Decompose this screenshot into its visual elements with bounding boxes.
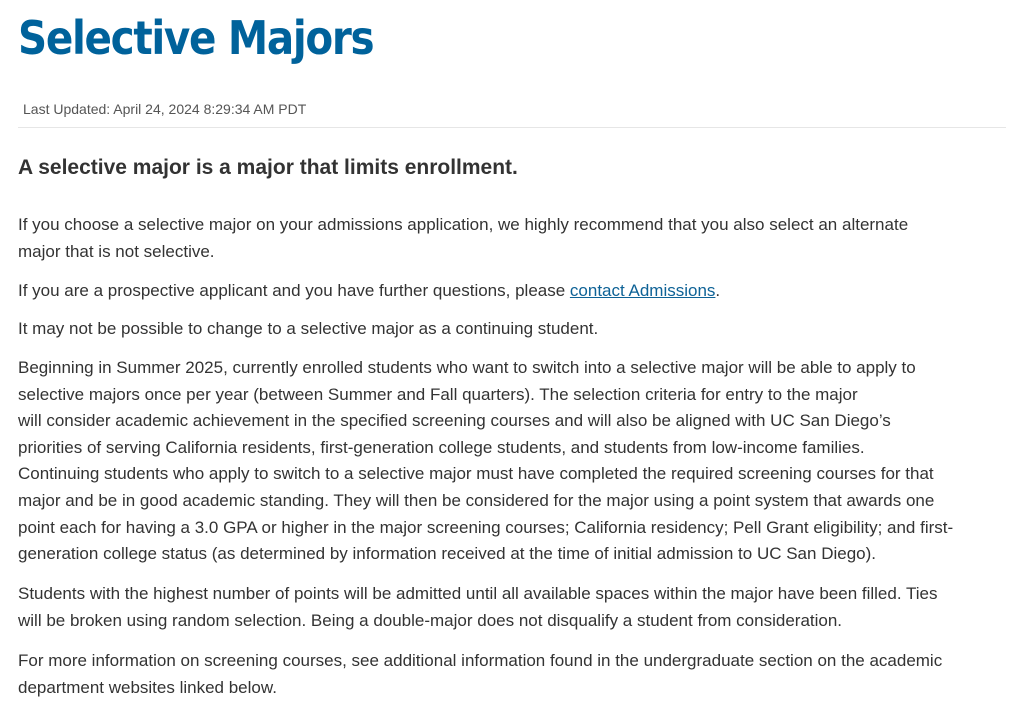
paragraph-line: will consider academic achievement in the specified screening courses and will also be aligned with UC San Diego’s: [18, 411, 891, 431]
paragraph-line: generation college status (as determined by information received at the time of initial admission to UC San Diego).: [18, 544, 876, 564]
paragraph-line: major and be in good academic standing. They will then be considered for the major using a point system that awards one: [18, 490, 935, 510]
paragraph-line: will be broken using random selection. Being a double-major does not disqualify a student from consideration.: [18, 610, 843, 630]
last-updated-timestamp: Last Updated: April 24, 2024 8:29:34 AM PDT: [23, 101, 307, 117]
paragraph-text: .: [715, 281, 721, 300]
paragraph-line: [18, 278, 1006, 305]
paragraph-line: Students with the highest number of points will be admitted until all available spaces within the major have been filled. Ties: [18, 584, 938, 603]
paragraph-line: selective majors once per year (between Summer and Fall quarters). The selection criteria for entry to the major: [18, 384, 858, 404]
paragraph-line: point each for having a 3.0 GPA or higher in the major screening courses; California residency; Pell Grant eligibility; and first-: [18, 517, 954, 537]
paragraph-line: If you choose a selective major on your admissions application, we highly recommend that you also select an alternate: [18, 215, 909, 234]
paragraph-line: Continuing students who apply to switch to a selective major must have completed the required screening courses for that: [18, 464, 934, 484]
paragraph-line: It may not be possible to change to a selective major as a continuing student.: [18, 319, 599, 338]
paragraph-line: priorities of serving California residents, first-generation college students, and students from low-income families.: [18, 437, 865, 457]
paragraph-line: For more information on screening courses, see additional information found in the undergraduate section on the academic: [18, 651, 943, 670]
paragraph-text: If you are a prospective applicant and you have further questions, please: [18, 281, 570, 300]
paragraph-continuing-student: [18, 316, 1006, 343]
paragraph-contact: [18, 278, 1006, 305]
paragraph-alternate-major: [18, 212, 1006, 265]
lead-heading: A selective major is a major that limits enrollment.: [18, 156, 518, 179]
divider: [18, 127, 1006, 128]
paragraph-line: department websites linked below.: [18, 677, 277, 697]
paragraph-more-information: [18, 648, 1006, 701]
paragraph-points-admission: [18, 581, 1006, 634]
contact-admissions-link[interactable]: contact Admissions: [569, 281, 716, 300]
paragraph-line: major that is not selective.: [18, 241, 215, 261]
page-title: Selective Majors: [18, 11, 374, 65]
paragraph-summer-2025: [18, 355, 1006, 568]
paragraph-line: Beginning in Summer 2025, currently enrolled students who want to switch into a selective major will be able to apply to: [18, 358, 916, 377]
